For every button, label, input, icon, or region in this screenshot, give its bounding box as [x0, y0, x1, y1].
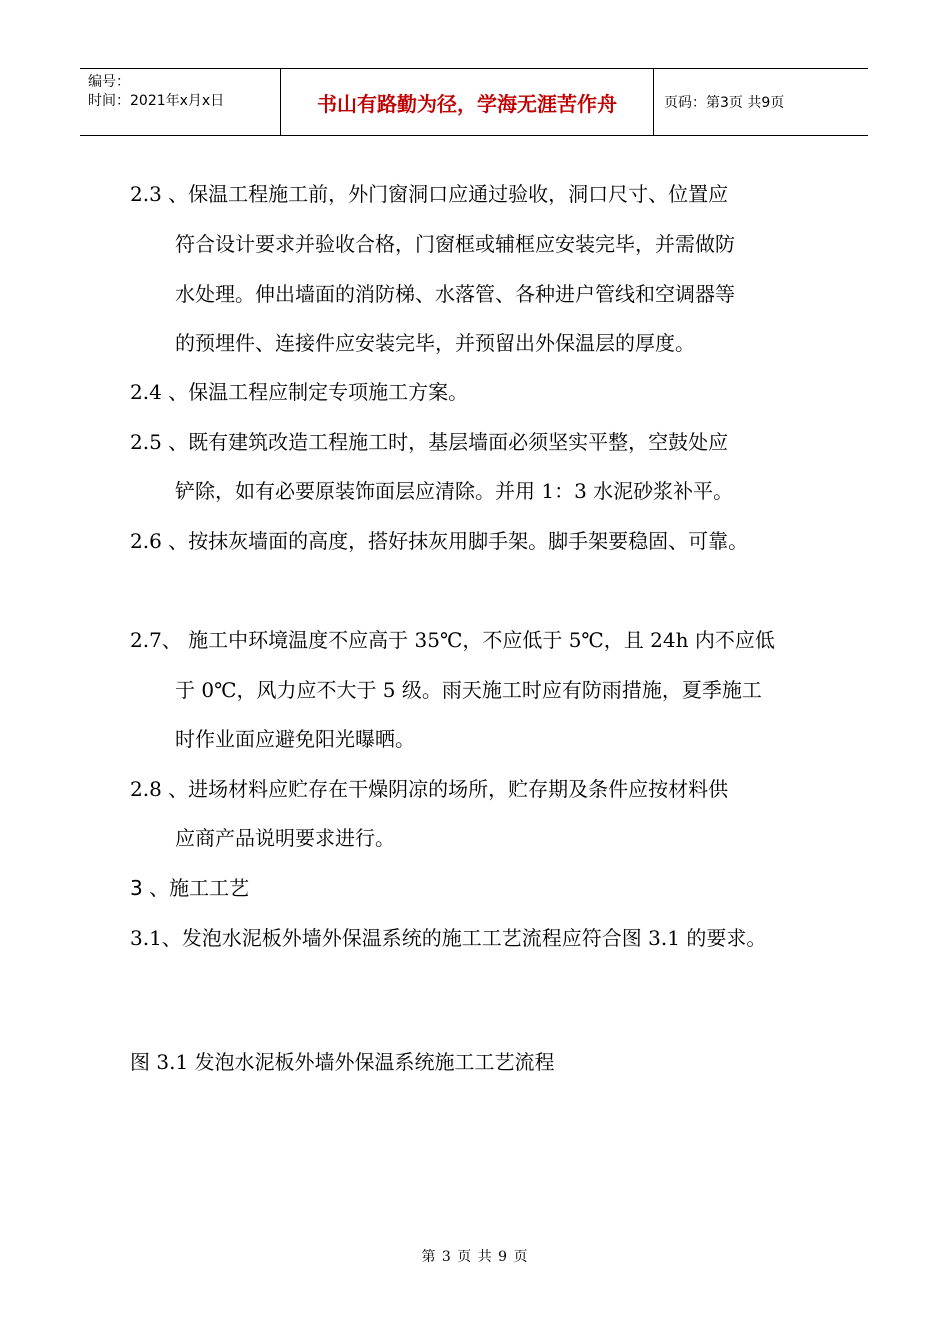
paragraph-2-3-line-3: 水处理。伸出墙面的消防梯、水落管、各种进户管线和空调器等: [175, 282, 735, 306]
header-meta: [80, 69, 281, 135]
section-3-title: 3 、施工工艺: [130, 876, 250, 900]
page-footer: 第 3 页 共 9 页: [421, 1249, 529, 1265]
paragraph-2-7-line-3: 时作业面应避免阳光曝晒。: [175, 727, 415, 751]
paragraph-2-8-line-1: 2.8 、进场材料应贮存在干燥阴凉的场所，贮存期及条件应按材料供: [130, 777, 729, 801]
paragraph-2-5-line-2: 铲除，如有必要原装饰面层应清除。并用 1：3 水泥砂浆补平。: [175, 479, 734, 503]
document-time-label: 时间：2021年x月x日: [88, 93, 225, 109]
document-number-label: 编号：: [88, 74, 130, 90]
paragraph-3-1-line-1: 3.1、发泡水泥板外墙外保温系统的施工工艺流程应符合图 3.1 的要求。: [130, 926, 767, 950]
figure-3-1-caption: 图 3.1 发泡水泥板外墙外保温系统施工工艺流程: [130, 1050, 555, 1074]
paragraph-2-3-line-2: 符合设计要求并验收合格，门窗框或辅框应安装完毕，并需做防: [175, 232, 735, 256]
paragraph-2-5-line-1: 2.5 、既有建筑改造工程施工时，基层墙面必须坚实平整，空鼓处应: [130, 430, 729, 454]
paragraph-2-8-line-2: 应商产品说明要求进行。: [175, 826, 395, 850]
paragraph-2-7-line-1: 2.7、 施工中环境温度不应高于 35℃，不应低于 5℃，且 24h 内不应低: [130, 628, 775, 652]
paragraph-2-7-line-2: 于 0℃，风力应不大于 5 级。雨天施工时应有防雨措施，夏季施工: [175, 678, 762, 702]
page-header: [80, 68, 868, 136]
paragraph-2-4-line-1: 2.4 、保温工程应制定专项施工方案。: [130, 380, 469, 404]
paragraph-2-3-line-1: 2.3 、保温工程施工前，外门窗洞口应通过验收，洞口尺寸、位置应: [130, 182, 729, 206]
paragraph-2-3-line-4: 的预埋件、连接件应安装完毕，并预留出外保温层的厚度。: [175, 331, 695, 355]
paragraph-2-6-line-1: 2.6 、按抹灰墙面的高度，搭好抹灰用脚手架。脚手架要稳固、可靠。: [130, 529, 749, 553]
header-page-code: 页码：第3页 共9页: [664, 95, 785, 111]
header-motto: 书山有路勤为径，学海无涯苦作舟: [281, 69, 654, 135]
